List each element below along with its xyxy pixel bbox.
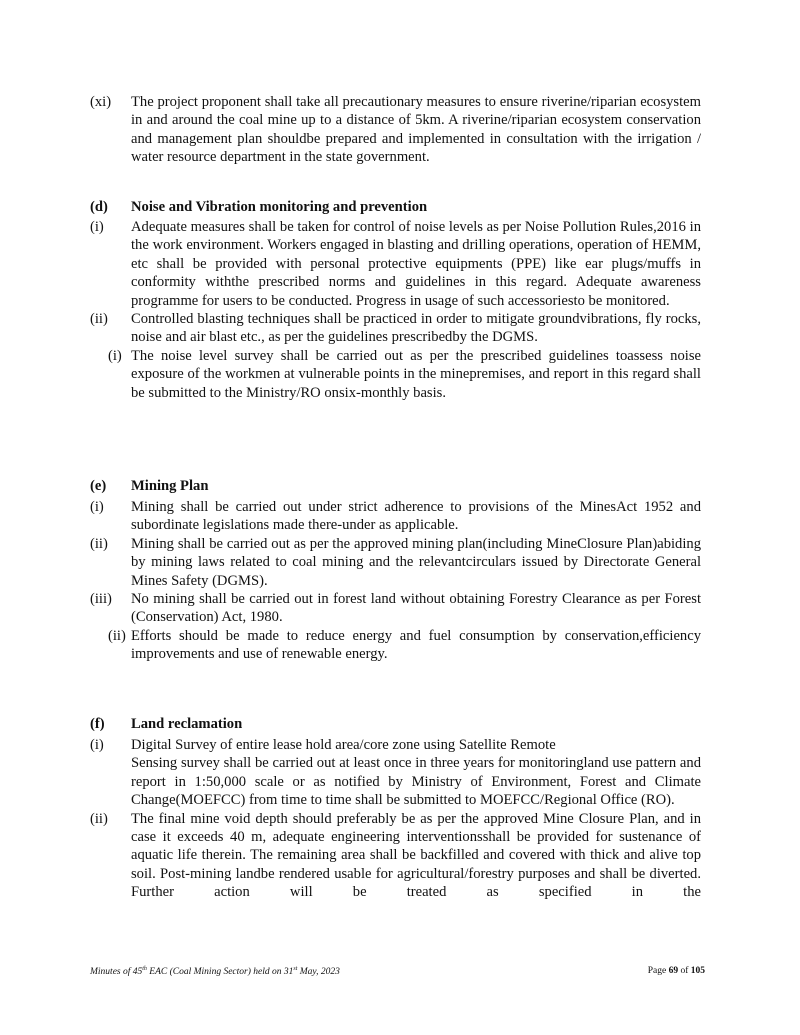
item-label: (ii): [90, 311, 108, 328]
item-text: No mining shall be carried out in forest land without obtaining Forestry Clearance as per Forest (Conservation) Act, 1980.: [131, 591, 701, 626]
item-label: (i): [90, 499, 104, 515]
item-label: (xi): [90, 94, 112, 110]
page-footer: [90, 966, 705, 977]
item-label: (ii): [108, 627, 126, 644]
section-f-items: [90, 736, 701, 902]
item-text: Mining shall be carried out under strict adherence to provisions of the MinesAct 1952 and subordinate legislations made there-under as applicable.: [131, 499, 701, 534]
item-text: Efforts should be made to reduce energy and fuel consumption by conservation,efficiency improvements and use of renewable energy.: [131, 627, 701, 663]
item-text: The noise level survey shall be carried out as per the prescribed guidelines toassess noise exposure of the workmen at vulnerable points in the minepremises, and report in this regard shall be submitted to the Ministry/RO onsix-monthly basis.: [131, 347, 701, 401]
item-label: (i): [90, 737, 104, 753]
item-text: Adequate measures shall be taken for control of noise levels as per Noise Pollution Rules,2016 in the work environment. Workers engaged in blasting and drilling operations, operation of HEMM, etc shall be provided with personal protective equipments (PPE) like ear plugs/muffs in conformity withthe prescribed norms and guidelines in this regard. Adequate awareness programme for users to be conducted. Progress in usage of such accessoriesto be monitored.: [131, 219, 701, 309]
section-title: Mining Plan: [131, 478, 209, 494]
section-label: (d): [90, 199, 108, 215]
section-label: (f): [90, 716, 105, 732]
section-e-items: [90, 498, 701, 664]
item-text: The project proponent shall take all precautionary measures to ensure riverine/riparian ecosystem in and around the coal mine up to a distance of 5km. A riverine/riparian ecosystem conservation and management plan shouldbe prepared and implemented in consultation with the irrigation / water resource department in the state government.: [131, 94, 701, 166]
item-text: Sensing survey shall be carried out at least once in three years for monitoringland use pattern and report in 1:50,000 scale or as notified by Ministry of Environment, Forest and Climate Change(MOEFCC) from time to time shall be submitted to MOEFCC/Regional Office (RO).: [131, 755, 701, 809]
footer-title: Minutes of 45th EAC (Coal Mining Sector) held on 31st May, 2023: [90, 966, 340, 978]
item-text: Controlled blasting techniques shall be practiced in order to mitigate groundvibrations, fly rocks, noise and air blast etc., as per the guidelines prescribedby the DGMS.: [131, 311, 701, 346]
item-text: Mining shall be carried out as per the approved mining plan(including MineClosure Plan)abiding by mining laws related to coal mining and the relevantcirculars issued by Directorate General Mines Safety (DGMS).: [131, 535, 701, 589]
section-label: (e): [90, 478, 107, 494]
section-e-heading: [90, 477, 701, 495]
section-title: Noise and Vibration monitoring and prevention: [131, 199, 428, 215]
section-f-heading: [90, 715, 701, 733]
page-number: Page 69 of 105: [647, 966, 705, 976]
section-title: Land reclamation: [131, 716, 243, 732]
item-label: (i): [108, 347, 122, 364]
item-label: (i): [90, 219, 104, 235]
item-label: (ii): [90, 810, 108, 827]
item-text-line1: Digital Survey of entire lease hold area/core zone using Satellite Remote: [131, 737, 556, 753]
item-label: (iii): [90, 591, 112, 608]
section-d-heading: [90, 198, 701, 216]
item-label: (ii): [90, 535, 108, 552]
paragraph-xi: [90, 93, 701, 167]
item-text: The final mine void depth should preferably be as per the approved Mine Closure Plan, and in case it exceeds 40 m, adequate engineering interventionsshall be provided for sustenance of aquatic life therein. The remaining area shall be backfilled and covered with thick and alive top soil. Post-mining landbe rendered usable for agricultural/forestry purposes and shall be diverted. Further action will be treated as specified in the: [131, 810, 701, 901]
section-d-items: [90, 218, 701, 402]
